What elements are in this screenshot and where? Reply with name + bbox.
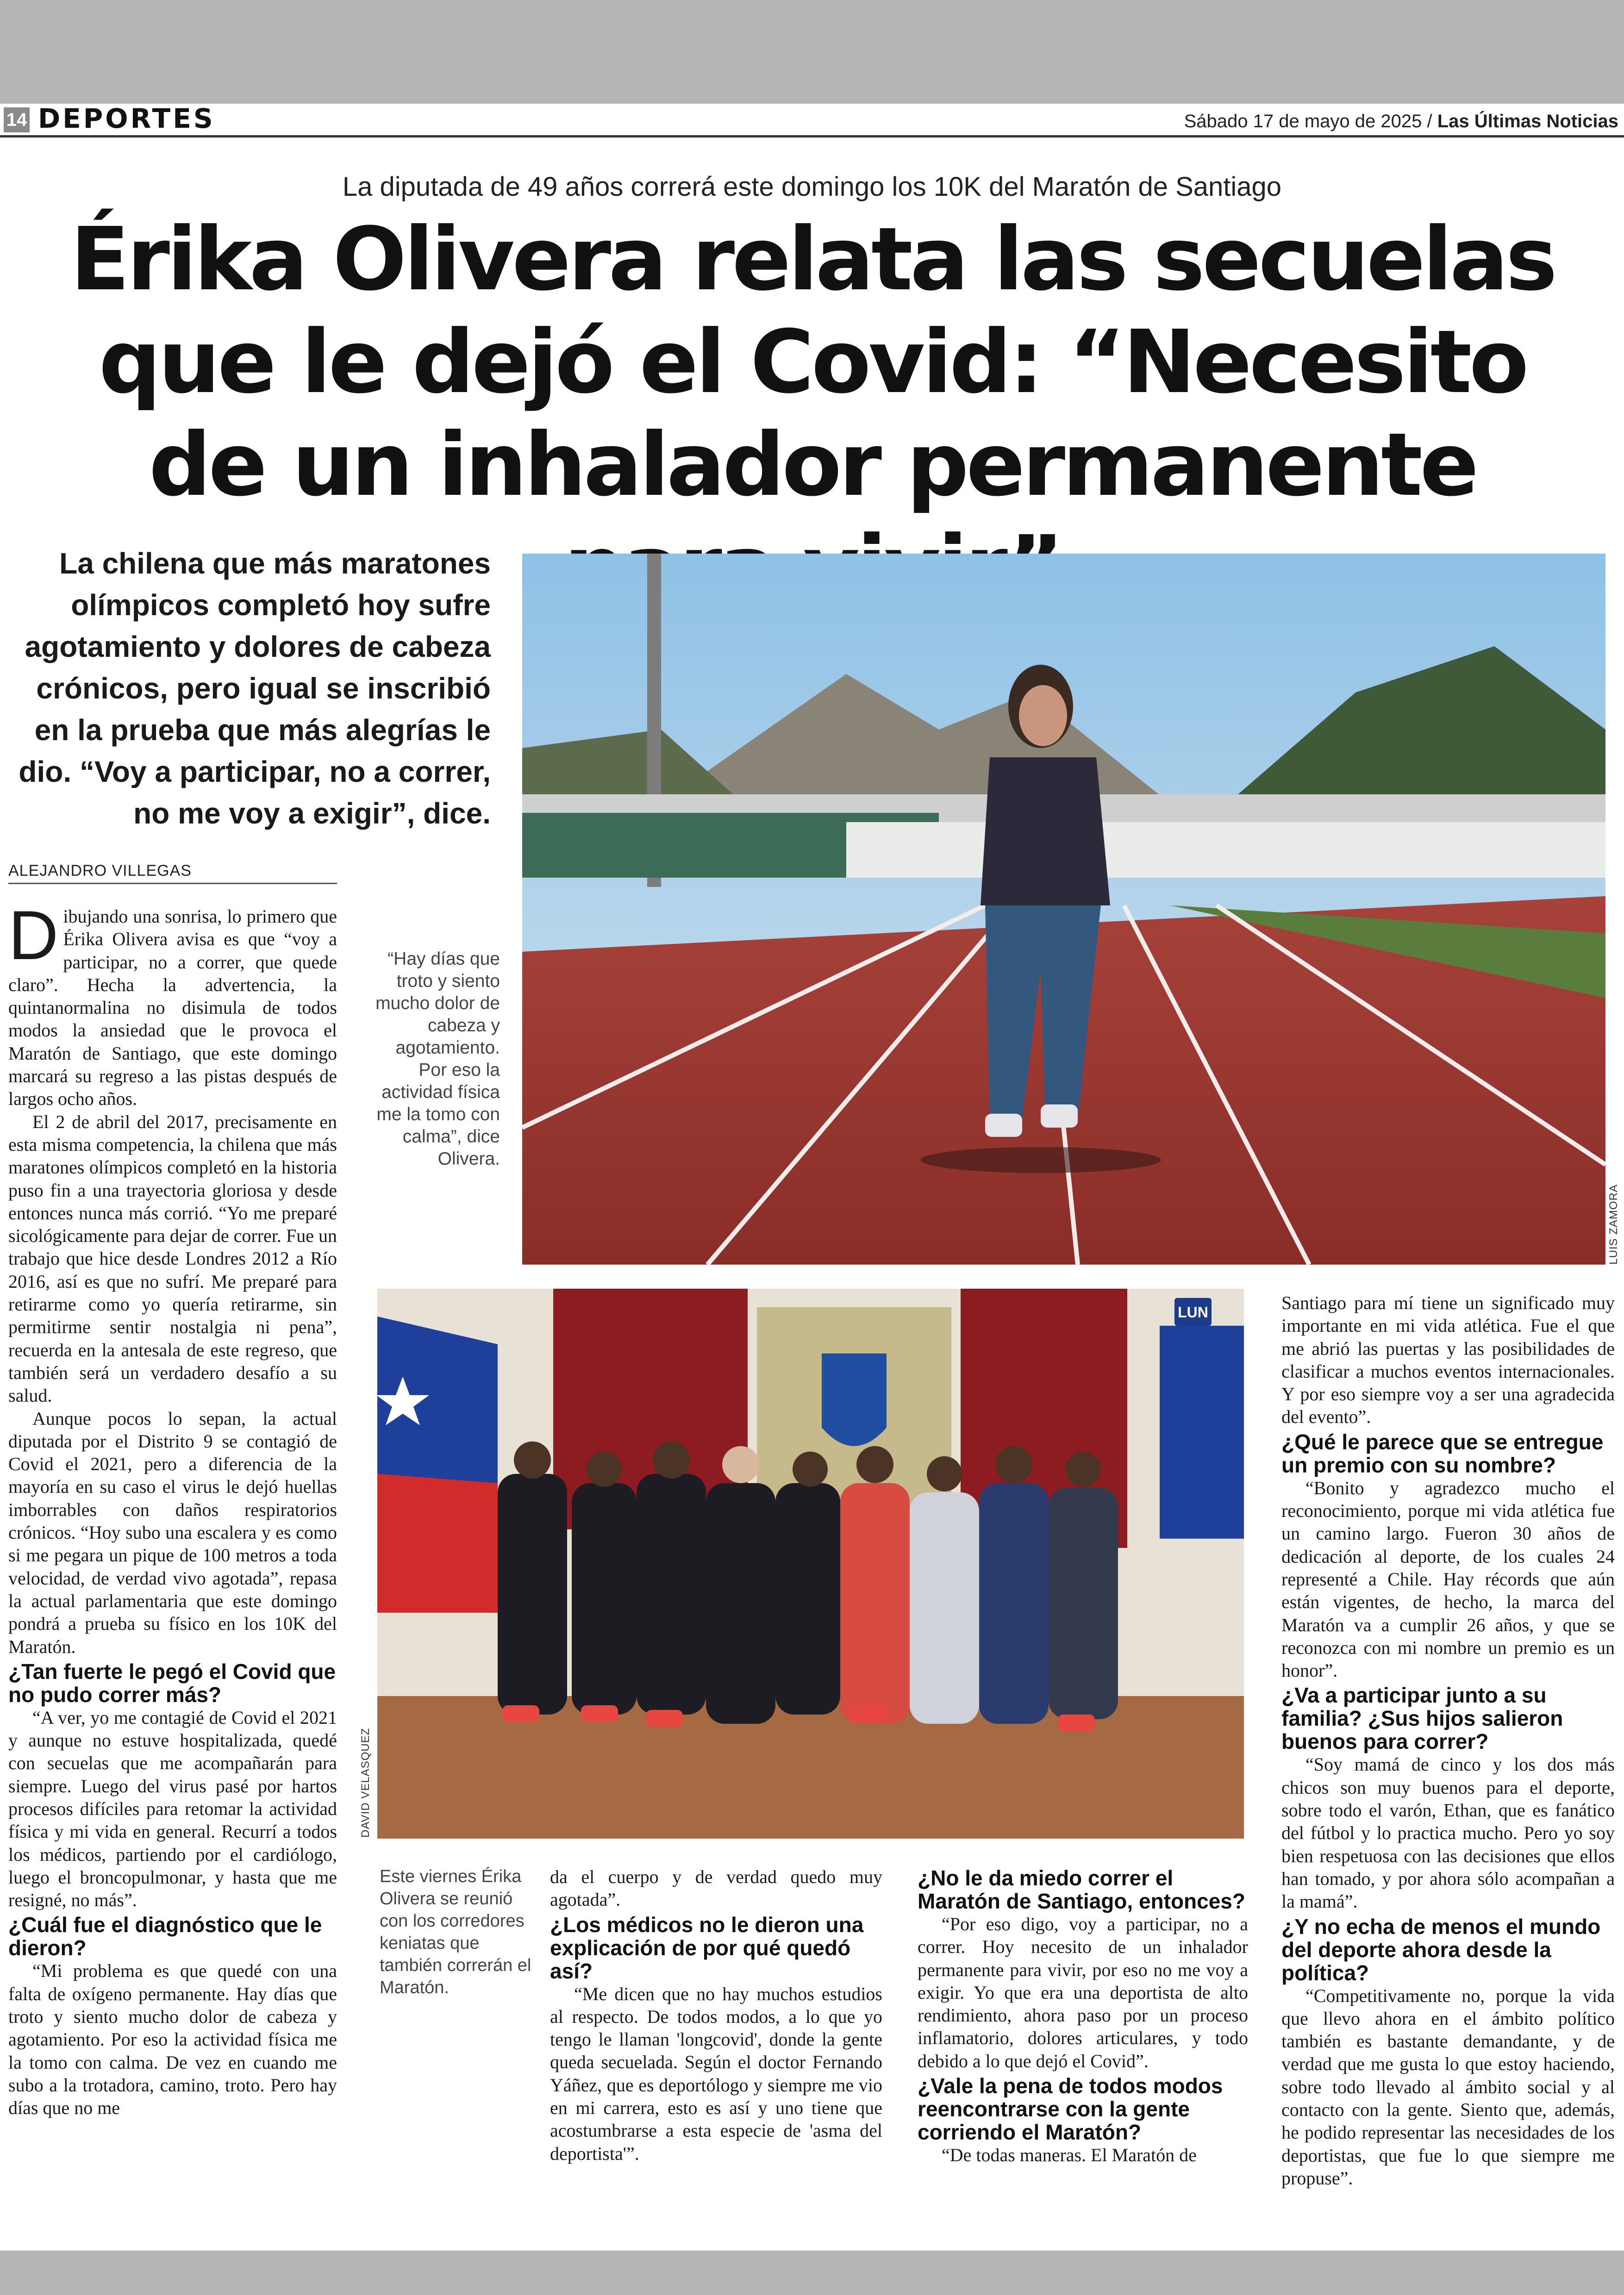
page-number: 14 [4, 107, 30, 132]
lun-badge: LUN [1178, 1304, 1208, 1321]
section-title: DEPORTES [38, 103, 215, 134]
photo-group-meeting [377, 1289, 1244, 1839]
interview-question: ¿Tan fuerte le pegó el Covid que no pudo correr más? [8, 1659, 336, 1707]
paragraph-intro: Dibujando una sonrisa, lo primero que Érika Olivera avisa es que “voy a participar, no a correr, que quede claro”. Hecha la advertencia, la quintanormalina no disimula de todos modos la ansiedad que le provoca el Maratón de Santiago, que este domingo marcará su regreso a las pistas después de largos ocho años. [8, 896, 337, 1110]
article-column-3 [918, 1865, 1248, 2166]
publication-name: Las Últimas Noticias [1437, 111, 1618, 131]
interview-question: ¿No le da miedo correr el Maratón de Santiago, entonces? [918, 1866, 1245, 1913]
deck: La chilena que más maratones olímpicos completó hoy sufre agotamiento y dolores de cabeza crónicos, pero igual se inscribió en la prueba que más alegrías le dio. “Voy a participar, no a correr, no me voy a exigir”, dice. [19, 547, 491, 830]
byline: ALEJANDRO VILLEGAS [8, 862, 337, 884]
headline: Érika Olivera relata las secuelas que le dejó el Covid: “Necesito de un inhalador permanente [70, 209, 1555, 516]
interview-answer-continued: Santiago para mí tiene un significado muy importante en mi vida atlética. Fue el que me abrió las puertas y las posibilidades de clasificar a muchos eventos internacionales. Y por eso siempre voy a ser una agradecida del evento”. [1281, 1292, 1615, 1428]
paragraph: El 2 de abril del 2017, precisamente en esta misma competencia, la chilena que más maratones olímpicos completó en la historia puso fin a una trayectoria gloriosa y desde entonces nunca más corrió. “Yo me preparé sicológicamente para dejar de correr. Fue un trabajo que hice desde Londres 2012 a Río 2016, así es que no sufrí. Me preparé para retirarme como yo quería retirarme, sin permitirme sentir nostalgia ni pena”, recuerda en la antesala de este regreso, que también será un verdadero desafío a su salud. [8, 1111, 337, 1406]
interview-question: ¿Va a participar junto a su familia? ¿Sus hijos salieron buenos para correr? [1281, 1683, 1563, 1754]
kicker: La diputada de 49 años correrá este domingo los 10K del Maratón de Santiago [342, 172, 1282, 202]
paragraph: Aunque pocos lo sepan, la actual diputada por el Distrito 9 se contagió de Covid el 2021, pero a diferencia de la mayoría en su caso el virus le dejó huellas imborrables con daños respiratorios crónicos. “Hoy subo una escalera y es como si me pegara un pique de 100 metros a toda velocidad, de verdad vivo agotada”, repasa la actual parlamentaria que este domingo pondrá a prueba su físico en los 10K del Maratón. [8, 1408, 337, 1657]
article-column-4 [1281, 1291, 1615, 2189]
interview-answer: “Mi problema es que quedé con una falta de oxígeno permanente. Hay días que troto y siento mucho dolor de cabeza y agotamiento. Por eso la actividad física me la tomo con calma. De vez en cuando me subo a la trotadora, camino, troto. Pero hay días que no me [8, 1960, 337, 2119]
interview-answer-continued: da el cuerpo y de verdad quedo muy agotada”. [550, 1866, 882, 1910]
issue-date: Sábado 17 de mayo de 2025 [1184, 111, 1422, 131]
interview-answer: “De todas maneras. El Maratón de [942, 2145, 1197, 2166]
drop-cap: D [8, 896, 59, 974]
top-gray-band [0, 0, 1624, 104]
bottom-gray-band [0, 2251, 1624, 2295]
interview-answer: “Bonito y agradezco mucho el reconocimiento, porque mi vida atlética fue un camino largo. Fueron 30 años de dedicación al deporte, de los cuales 24 representé a Chile. Hay récords que aún están vigentes, de hecho, la marca del Maratón va a cumplir 26 años, y que se reconozca con mi nombre un premio es un honor”. [1281, 1477, 1615, 1681]
photo1-credit: LUIS ZAMORA [1607, 1184, 1620, 1265]
article-column-2 [550, 1865, 882, 2165]
interview-answer: “Por eso digo, voy a participar, no a correr. Hoy necesito de un inhalador permanente para vivir, por eso no me voy a exigir. Yo que era una deportista de alto rendimiento, ahora paso por un proceso inflamatorio, dolores articulares, y todo debido a lo que dejó el Covid”. [918, 1914, 1248, 2071]
photo-runner-track [522, 554, 1605, 1265]
interview-question: ¿Y no echa de menos el mundo del deporte ahora desde la política? [1281, 1914, 1601, 1985]
interview-answer: “Competitivamente no, porque la vida que llevo ahora en el ámbito político también es bastante demandante, y de verdad que me gusta lo que estoy haciendo, sobre todo llevado al ámbito social y al contacto con la gente. Siento que, además, he podido representar las necesidades de los deportistas, que fue lo que siempre me propuse”. [1281, 1985, 1615, 2189]
photo-group-illustration [377, 1289, 1244, 1839]
interview-question: ¿Vale la pena de todos modos reencontrarse con la gente corriendo el Maratón? [918, 2074, 1223, 2145]
photo-runner-illustration [522, 554, 1605, 1265]
interview-answer: “Soy mamá de cinco y los dos más chicos son muy buenos para el deporte, sobre todo el varón, Ethan, que es fanático del fútbol y lo practica mucho. Pero yo soy bien respetuosa con las decisiones que ellos han tomado, y por ahora sólo acompañan a la mamá”. [1281, 1754, 1615, 1912]
interview-question: ¿Qué le parece que se entregue un premio con su nombre? [1281, 1429, 1604, 1477]
interview-answer: “Me dicen que no hay muchos estudios al respecto. De todos modos, a lo que yo tengo le llaman 'longcovid', donde la gente queda secuelada. Según el doctor Fernando Yáñez, que es deportólogo y siempre me vio en mi carrera, esto es así y uno tiene que acostumbrarse a esta especie de 'asma del deportista'”. [550, 1983, 882, 2164]
dateline [1184, 111, 1618, 132]
header-rule [0, 135, 1624, 137]
dateline-separator: / [1427, 111, 1432, 131]
pull-quote: “Hay días que troto y siento mucho dolor de cabeza y agotamiento. Por eso la actividad física me la tomo con calma”, dice Olivera. [375, 949, 500, 1169]
photo-caption: Este viernes Érika Olivera se reunió con los corredores keniatas que también correrán el Maratón. [380, 1867, 531, 1997]
article-column-1 [8, 896, 337, 2120]
interview-question: ¿Cuál fue el diagnóstico que le dieron? [8, 1913, 322, 1960]
interview-question: ¿Los médicos no le dieron una explicación de por qué quedó así? [550, 1912, 864, 1983]
photo2-credit: DAVID VELASQUEZ [359, 1727, 372, 1838]
interview-answer: “A ver, yo me contagié de Covid el 2021 y aunque no estuve hospitalizada, quedé con secuelas que me acompañarán para siempre. Luego del virus pasé por hartos procesos difíciles para retomar la actividad física y mi vida en general. Recurrí a todos los médicos, partiendo por el cardiólogo, luego el broncopulmonar, y hasta que me resigné, no más”. [8, 1707, 337, 1911]
